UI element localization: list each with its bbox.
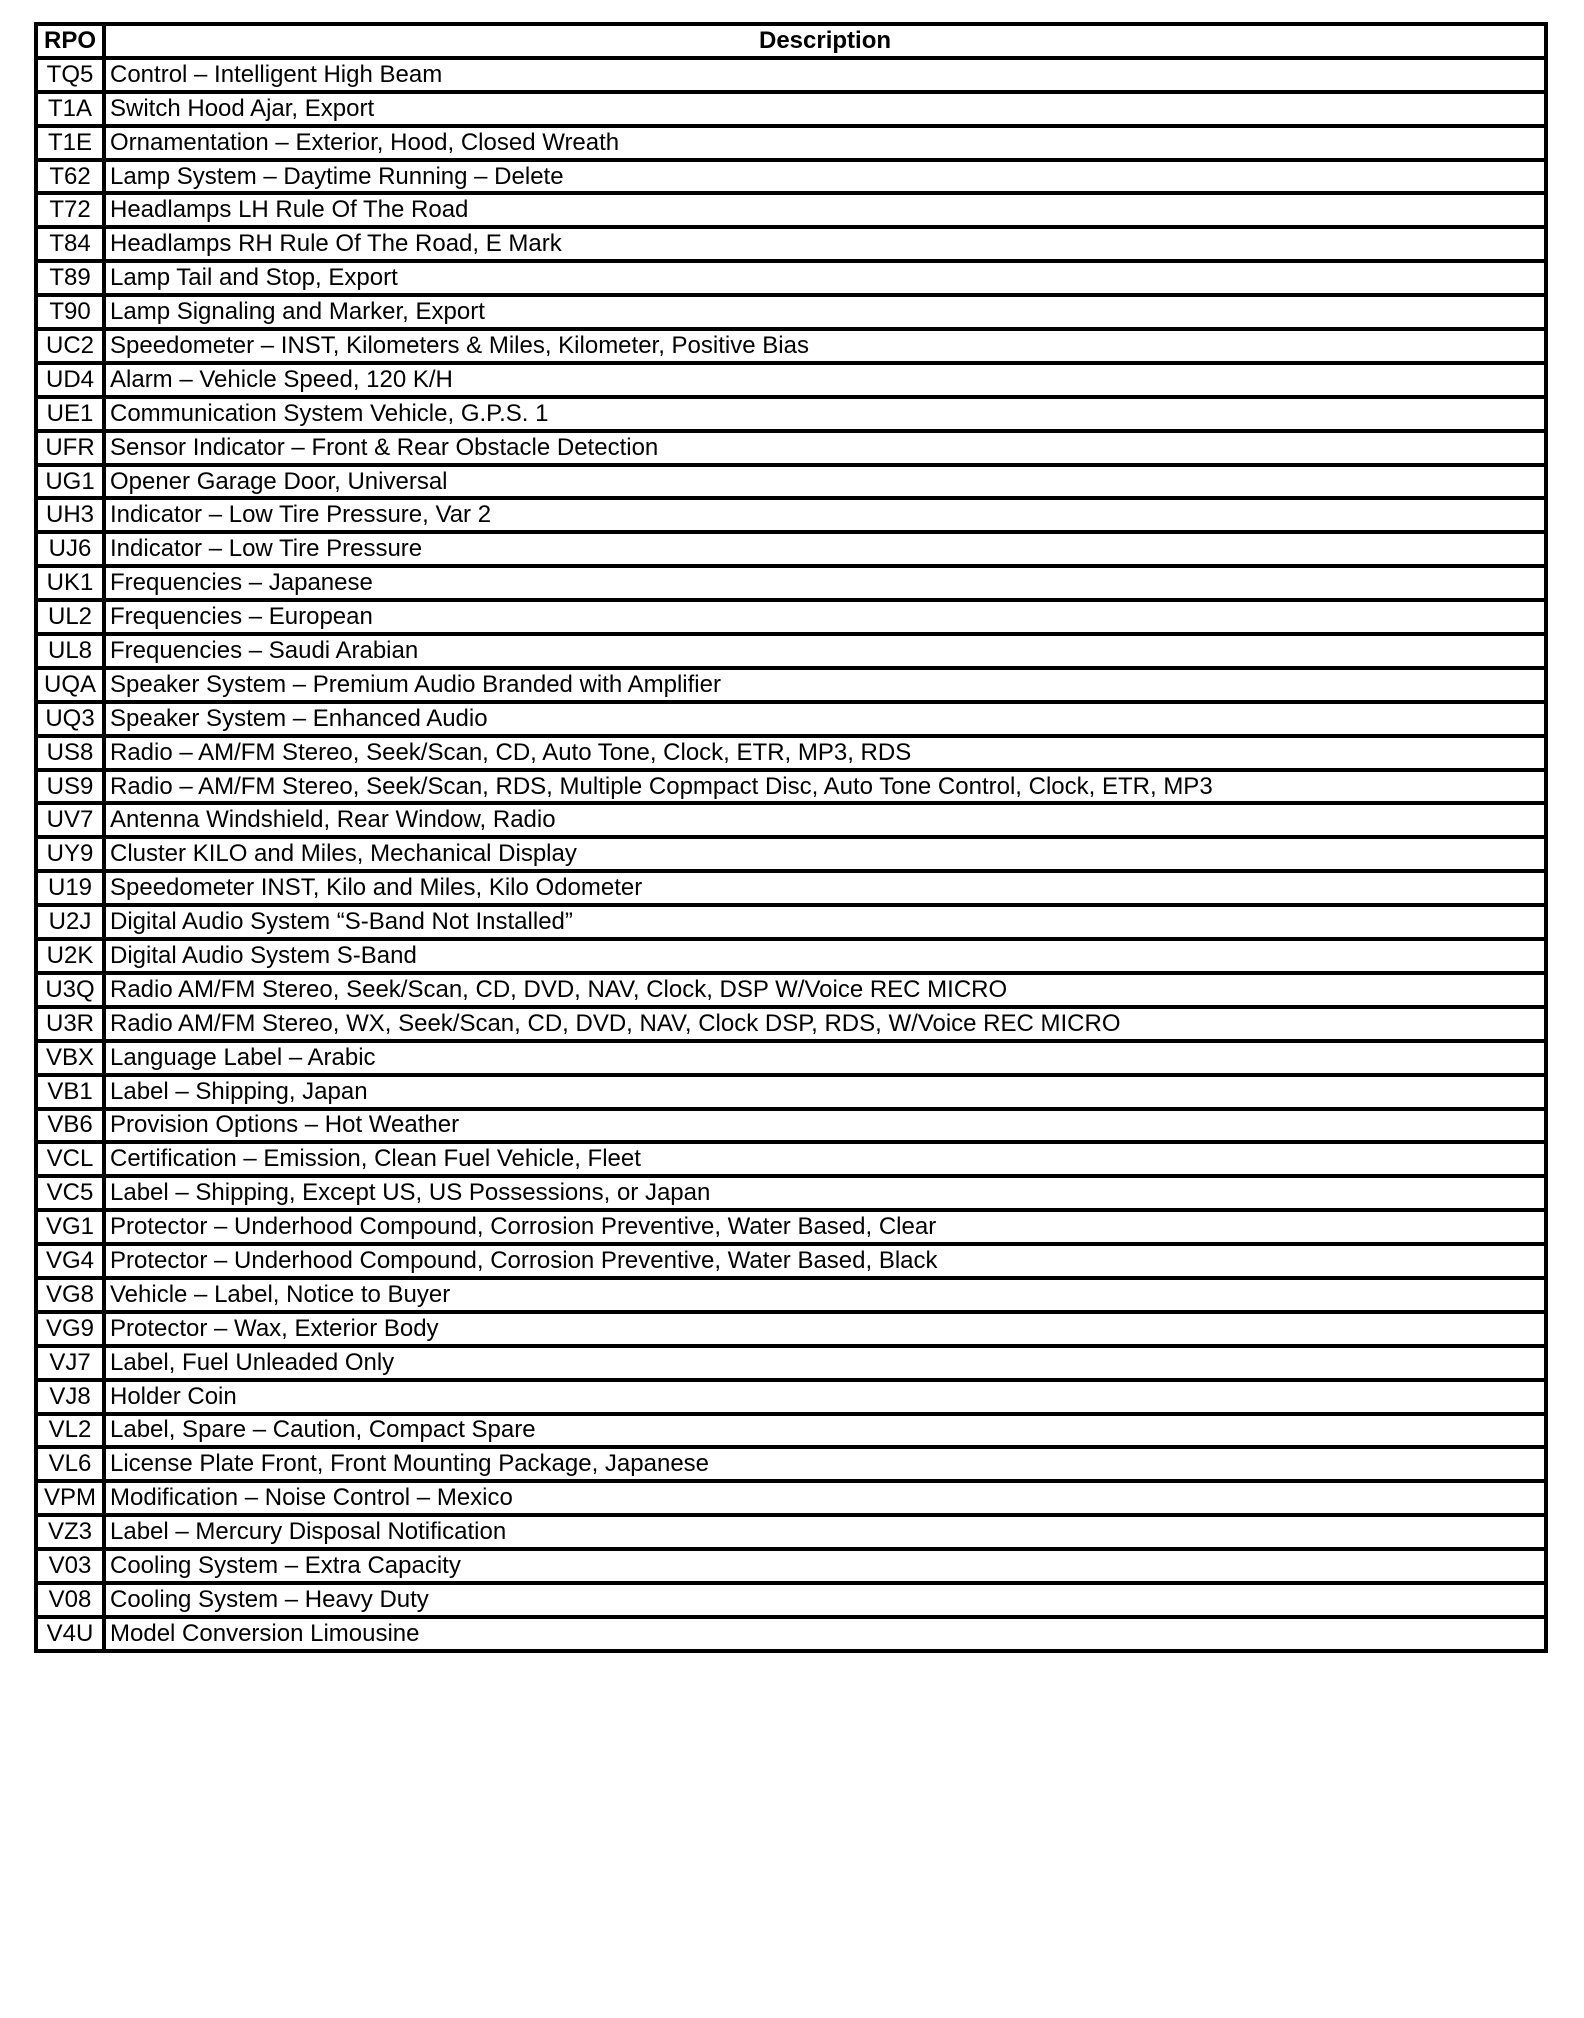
rpo-code-cell: UH3: [36, 498, 104, 532]
table-row: [36, 465, 1546, 499]
description-cell: Modification – Noise Control – Mexico: [104, 1481, 1546, 1515]
description-cell: Headlamps RH Rule Of The Road, E Mark: [104, 227, 1546, 261]
rpo-code-cell: VJ7: [36, 1346, 104, 1380]
table-row: [36, 1583, 1546, 1617]
table-row: [36, 736, 1546, 770]
table-row: [36, 532, 1546, 566]
table-row: [36, 702, 1546, 736]
description-cell: Lamp System – Daytime Running – Delete: [104, 160, 1546, 194]
rpo-code-cell: T72: [36, 193, 104, 227]
table-row: [36, 227, 1546, 261]
rpo-code-cell: VG4: [36, 1244, 104, 1278]
description-cell: Lamp Tail and Stop, Export: [104, 261, 1546, 295]
rpo-code-cell: VZ3: [36, 1515, 104, 1549]
rpo-code-cell: UFR: [36, 431, 104, 465]
description-cell: Radio AM/FM Stereo, WX, Seek/Scan, CD, DVD, NAV, Clock DSP, RDS, W/Voice REC MICRO: [104, 1007, 1546, 1041]
table-row: [36, 600, 1546, 634]
rpo-code-cell: UV7: [36, 803, 104, 837]
table-row: [36, 160, 1546, 194]
description-cell: Cooling System – Heavy Duty: [104, 1583, 1546, 1617]
rpo-code-cell: UJ6: [36, 532, 104, 566]
description-cell: Label – Shipping, Except US, US Possessions, or Japan: [104, 1176, 1546, 1210]
description-cell: Label – Mercury Disposal Notification: [104, 1515, 1546, 1549]
description-cell: Control – Intelligent High Beam: [104, 58, 1546, 92]
description-cell: Speaker System – Premium Audio Branded with Amplifier: [104, 668, 1546, 702]
table-body: [36, 58, 1546, 1651]
rpo-code-cell: T90: [36, 295, 104, 329]
table-row: [36, 1447, 1546, 1481]
rpo-code-cell: VL2: [36, 1414, 104, 1448]
rpo-code-cell: T1E: [36, 126, 104, 160]
table-row: [36, 295, 1546, 329]
rpo-code-cell: U2J: [36, 905, 104, 939]
description-cell: Speedometer INST, Kilo and Miles, Kilo Odometer: [104, 871, 1546, 905]
table-row: [36, 1278, 1546, 1312]
table-row: [36, 837, 1546, 871]
header-rpo: RPO: [36, 24, 104, 58]
table-row: [36, 770, 1546, 804]
description-cell: Protector – Underhood Compound, Corrosion Preventive, Water Based, Black: [104, 1244, 1546, 1278]
rpo-code-cell: UD4: [36, 363, 104, 397]
table-row: [36, 498, 1546, 532]
table-row: [36, 803, 1546, 837]
description-cell: Label, Fuel Unleaded Only: [104, 1346, 1546, 1380]
description-cell: Digital Audio System S-Band: [104, 939, 1546, 973]
description-cell: Opener Garage Door, Universal: [104, 465, 1546, 499]
table-row: [36, 126, 1546, 160]
table-row: [36, 397, 1546, 431]
description-cell: Radio – AM/FM Stereo, Seek/Scan, CD, Auto Tone, Clock, ETR, MP3, RDS: [104, 736, 1546, 770]
rpo-code-cell: T62: [36, 160, 104, 194]
description-cell: Holder Coin: [104, 1380, 1546, 1414]
description-cell: Model Conversion Limousine: [104, 1617, 1546, 1651]
description-cell: Vehicle – Label, Notice to Buyer: [104, 1278, 1546, 1312]
description-cell: Certification – Emission, Clean Fuel Vehicle, Fleet: [104, 1142, 1546, 1176]
rpo-code-cell: VCL: [36, 1142, 104, 1176]
table-row: [36, 1312, 1546, 1346]
table-row: [36, 1346, 1546, 1380]
rpo-code-cell: V4U: [36, 1617, 104, 1651]
description-cell: Speedometer – INST, Kilometers & Miles, Kilometer, Positive Bias: [104, 329, 1546, 363]
rpo-code-cell: UG1: [36, 465, 104, 499]
table-row: [36, 1244, 1546, 1278]
rpo-code-cell: U2K: [36, 939, 104, 973]
rpo-code-cell: VG1: [36, 1210, 104, 1244]
table-row: [36, 1210, 1546, 1244]
table-row: [36, 939, 1546, 973]
description-cell: Cluster KILO and Miles, Mechanical Display: [104, 837, 1546, 871]
rpo-code-cell: US8: [36, 736, 104, 770]
table-row: [36, 1075, 1546, 1109]
rpo-code-cell: UL2: [36, 600, 104, 634]
rpo-code-cell: VB1: [36, 1075, 104, 1109]
rpo-code-cell: UQ3: [36, 702, 104, 736]
rpo-code-cell: T84: [36, 227, 104, 261]
description-cell: Radio – AM/FM Stereo, Seek/Scan, RDS, Multiple Copmpact Disc, Auto Tone Control, Clock, ETR, MP3: [104, 770, 1546, 804]
table-row: [36, 58, 1546, 92]
table-row: [36, 1617, 1546, 1651]
rpo-code-cell: VJ8: [36, 1380, 104, 1414]
description-cell: Label – Shipping, Japan: [104, 1075, 1546, 1109]
table-row: [36, 329, 1546, 363]
description-cell: Frequencies – Saudi Arabian: [104, 634, 1546, 668]
description-cell: License Plate Front, Front Mounting Package, Japanese: [104, 1447, 1546, 1481]
table-row: [36, 1515, 1546, 1549]
description-cell: Switch Hood Ajar, Export: [104, 92, 1546, 126]
rpo-code-cell: UL8: [36, 634, 104, 668]
table-row: [36, 363, 1546, 397]
description-cell: Speaker System – Enhanced Audio: [104, 702, 1546, 736]
table-row: [36, 1549, 1546, 1583]
description-cell: Lamp Signaling and Marker, Export: [104, 295, 1546, 329]
table-header-row: [36, 24, 1546, 58]
rpo-code-cell: UQA: [36, 668, 104, 702]
description-cell: Protector – Underhood Compound, Corrosion Preventive, Water Based, Clear: [104, 1210, 1546, 1244]
description-cell: Antenna Windshield, Rear Window, Radio: [104, 803, 1546, 837]
table-row: [36, 905, 1546, 939]
description-cell: Ornamentation – Exterior, Hood, Closed Wreath: [104, 126, 1546, 160]
rpo-code-cell: VBX: [36, 1041, 104, 1075]
table-row: [36, 1041, 1546, 1075]
description-cell: Language Label – Arabic: [104, 1041, 1546, 1075]
rpo-code-cell: U19: [36, 871, 104, 905]
rpo-code-cell: T1A: [36, 92, 104, 126]
description-cell: Frequencies – European: [104, 600, 1546, 634]
rpo-code-cell: T89: [36, 261, 104, 295]
table-row: [36, 261, 1546, 295]
table-row: [36, 1109, 1546, 1143]
table-row: [36, 973, 1546, 1007]
table-row: [36, 193, 1546, 227]
description-cell: Label, Spare – Caution, Compact Spare: [104, 1414, 1546, 1448]
rpo-code-cell: VG8: [36, 1278, 104, 1312]
description-cell: Sensor Indicator – Front & Rear Obstacle Detection: [104, 431, 1546, 465]
rpo-document: [34, 22, 1548, 1653]
rpo-code-cell: V08: [36, 1583, 104, 1617]
table-row: [36, 1481, 1546, 1515]
rpo-code-cell: UC2: [36, 329, 104, 363]
description-cell: Radio AM/FM Stereo, Seek/Scan, CD, DVD, NAV, Clock, DSP W/Voice REC MICRO: [104, 973, 1546, 1007]
rpo-code-table: [34, 22, 1548, 1653]
table-row: [36, 1176, 1546, 1210]
rpo-code-cell: US9: [36, 770, 104, 804]
table-row: [36, 1142, 1546, 1176]
table-row: [36, 92, 1546, 126]
table-row: [36, 566, 1546, 600]
rpo-code-cell: TQ5: [36, 58, 104, 92]
rpo-code-cell: VPM: [36, 1481, 104, 1515]
rpo-code-cell: VL6: [36, 1447, 104, 1481]
description-cell: Digital Audio System “S-Band Not Installed”: [104, 905, 1546, 939]
rpo-code-cell: U3Q: [36, 973, 104, 1007]
table-row: [36, 871, 1546, 905]
rpo-code-cell: UY9: [36, 837, 104, 871]
rpo-code-cell: UE1: [36, 397, 104, 431]
rpo-code-cell: UK1: [36, 566, 104, 600]
rpo-code-cell: VB6: [36, 1109, 104, 1143]
rpo-code-cell: VG9: [36, 1312, 104, 1346]
description-cell: Protector – Wax, Exterior Body: [104, 1312, 1546, 1346]
header-description: Description: [104, 24, 1546, 58]
description-cell: Alarm – Vehicle Speed, 120 K/H: [104, 363, 1546, 397]
table-row: [36, 1380, 1546, 1414]
description-cell: Provision Options – Hot Weather: [104, 1109, 1546, 1143]
table-row: [36, 1414, 1546, 1448]
description-cell: Headlamps LH Rule Of The Road: [104, 193, 1546, 227]
description-cell: Frequencies – Japanese: [104, 566, 1546, 600]
rpo-code-cell: U3R: [36, 1007, 104, 1041]
table-row: [36, 668, 1546, 702]
table-row: [36, 1007, 1546, 1041]
description-cell: Cooling System – Extra Capacity: [104, 1549, 1546, 1583]
rpo-code-cell: VC5: [36, 1176, 104, 1210]
rpo-code-cell: V03: [36, 1549, 104, 1583]
description-cell: Communication System Vehicle, G.P.S. 1: [104, 397, 1546, 431]
description-cell: Indicator – Low Tire Pressure: [104, 532, 1546, 566]
table-row: [36, 431, 1546, 465]
description-cell: Indicator – Low Tire Pressure, Var 2: [104, 498, 1546, 532]
table-row: [36, 634, 1546, 668]
